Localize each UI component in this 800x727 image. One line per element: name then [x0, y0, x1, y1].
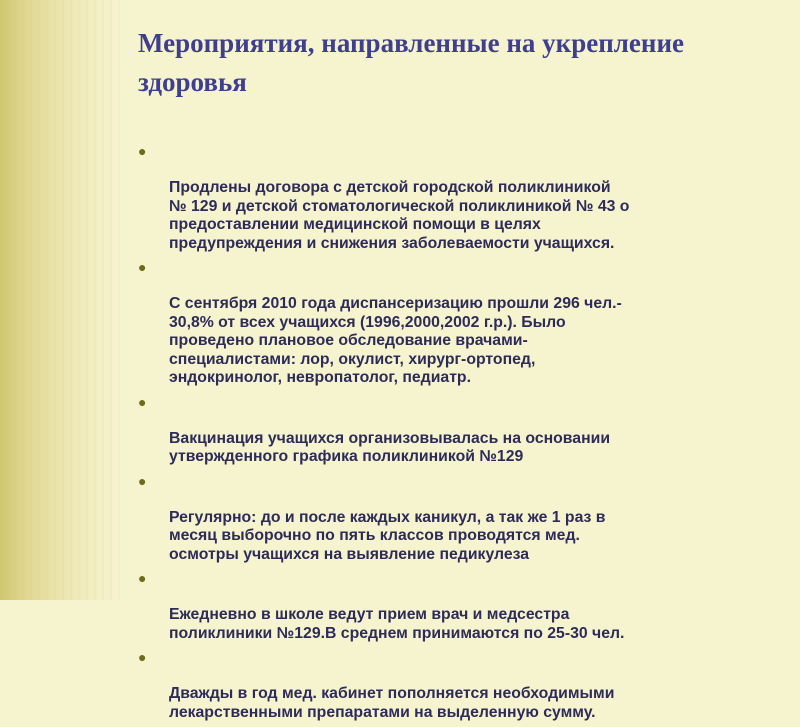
list-item — [138, 393, 778, 467]
list-item — [138, 472, 778, 565]
list-item-text: Регулярно: до и после каждых каникул, а так же 1 раз в месяц выборочно по пять классов проводятся мед. осмотры учащихся на выявление педикулеза — [169, 508, 606, 563]
bullet-icon: ● — [138, 472, 147, 489]
list-item — [138, 142, 778, 253]
list-item-text: Ежедневно в школе ведут прием врач и медсестра поликлиники №129.В среднем принимаются по 25-30 чел. — [169, 606, 625, 642]
bullet-icon: ● — [138, 649, 147, 665]
list-item — [138, 258, 778, 388]
list-item-text: Дважды в год мед. кабинет пополняется необходимыми лекарственными препаратами на выделенную сумму. — [169, 685, 615, 721]
slide-title: Мероприятия, направленные на укрепление здоровья — [138, 28, 684, 97]
decorative-stripes — [0, 0, 120, 600]
bullet-icon: ● — [138, 393, 147, 410]
list-item-text: Вакцинация учащихся организовывалась на основании утвержденного графика поликлиникой №129 — [169, 429, 611, 465]
bullet-icon: ● — [138, 570, 147, 586]
list-item — [138, 648, 778, 722]
bullet-list — [138, 142, 778, 727]
bullet-icon: ● — [138, 259, 147, 275]
list-item-text: С сентября 2010 года диспансеризацию прошли 296 чел.- 30,8% от всех учащихся (1996,2000,2002 г.р.). Было проведено плановое обследование врачами- специалистами: лор, окулист, хирург-ортопед, эндокринолог, невропатолог, педиатр. — [169, 295, 622, 386]
bullet-icon: ● — [138, 143, 147, 159]
list-item — [138, 569, 778, 643]
list-item-text: Продлены договора с детской городской поликлиникой № 129 и детской стоматологической поликлиникой № 43 о предоставлении медицинской помощи в целях предупреждения и снижения заболеваемости учащихся. — [169, 179, 630, 252]
